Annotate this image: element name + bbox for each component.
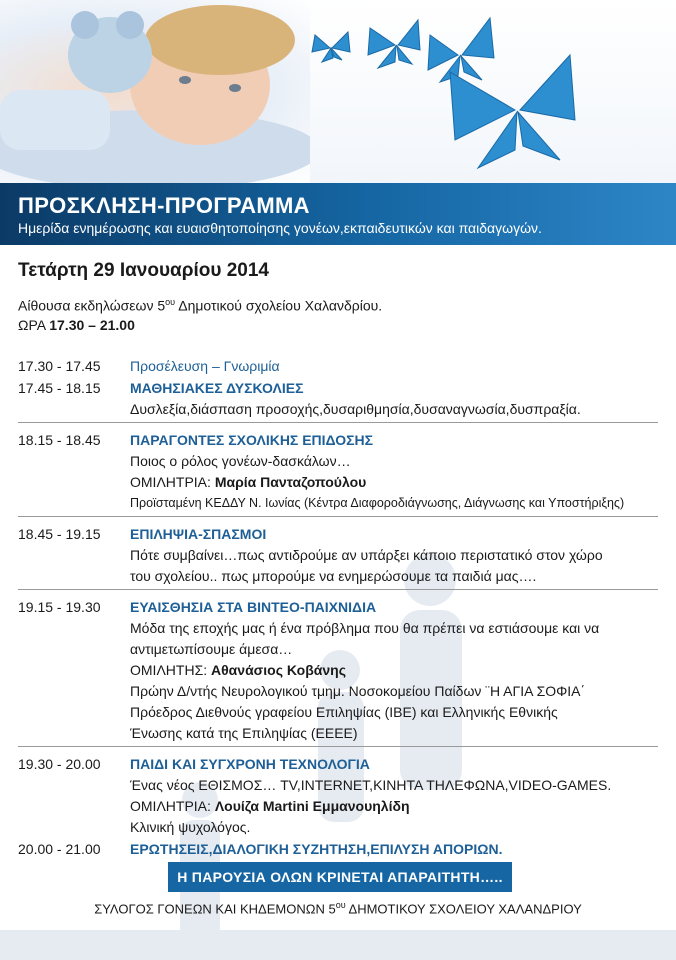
time-label: ΩΡΑ [18, 316, 50, 333]
schedule-time: 18.15 - 18.45 [18, 432, 101, 448]
speaker-label: ΟΜΙΛΗΤΡΙΑ: [130, 798, 215, 814]
speaker-label: ΟΜΙΛΗΤΗΣ: [130, 662, 211, 678]
schedule-heading: ΕΥΑΙΣΘΗΣΙΑ ΣΤΑ ΒΙΝΤΕΟ-ΠΑΙΧΝΙΔΙΑ [130, 599, 377, 615]
speaker-label: ΟΜΙΛΗΤΡΙΑ: [130, 474, 215, 490]
schedule-time: 18.45 - 19.15 [18, 526, 101, 542]
schedule-heading: ΕΡΩΤΗΣΕΙΣ,ΔΙΑΛΟΓΙΚΗ ΣΥΖΗΤΗΣΗ,ΕΠΙΛΥΣΗ ΑΠΟΡΙΩΝ. [130, 841, 503, 857]
schedule-row [18, 523, 658, 590]
schedule-heading: ΕΠΙΛΗΨΙΑ-ΣΠΑΣΜΟΙ [130, 526, 267, 542]
schedule-line: Πρώην Δ/ντής Νευρολογικού τμημ. Νοσοκομείου Παίδων ¨Η ΑΓΙΑ ΣΟΦΙΑ΄ [130, 683, 586, 699]
schedule-line: Ένωσης κατά της Επιληψίας (ΕΕΕΕ) [130, 725, 358, 741]
schedule [18, 355, 658, 860]
schedule-row [18, 596, 658, 747]
venue-suffix: Δημοτικού σχολείου Χαλανδρίου. [175, 297, 383, 314]
schedule-line: του σχολείου.. πως μπορούμε να ενημερώσουμε τα παιδιά μας…. [130, 568, 537, 584]
schedule-time: 20.00 - 21.00 [18, 841, 101, 857]
organizer-footer [0, 900, 676, 916]
schedule-time: 19.30 - 20.00 [18, 756, 101, 772]
schedule-line: Δυσλεξία,διάσπαση προσοχής,δυσαριθμησία,δυσαναγνωσία,δυσπραξία. [130, 401, 581, 417]
speaker-name: Μαρία Πανταζοπούλου [214, 474, 367, 490]
schedule-time: 17.45 - 18.15 [18, 380, 101, 396]
schedule-line: Ένας νέος ΕΘΙΣΜΟΣ… TV,INTERNET,ΚΙΝΗΤΑ ΤΗΛΕΦΩΝΑ,VIDEO-GAMES. [130, 777, 612, 793]
butterflies-icon [0, 0, 676, 183]
venue-sup: ου [165, 297, 176, 307]
schedule-row [18, 377, 658, 423]
schedule-heading: Προσέλευση – Γνωριμία [130, 358, 280, 374]
schedule-time: 17.30 - 17.45 [18, 358, 101, 374]
schedule-line: Ποιος ο ρόλος γονέων-δασκάλων… [130, 453, 351, 469]
time-value: 17.30 – 21.00 [49, 316, 135, 333]
footer-suffix: ΔΗΜΟΤΙΚΟΥ ΣΧΟΛΕΙΟΥ ΧΑΛΑΝΔΡΙΟΥ [345, 901, 582, 917]
schedule-heading: ΠΑΙΔΙ ΚΑΙ ΣΥΓΧΡΟΝΗ ΤΕΧΝΟΛΟΓΙΑ [130, 756, 370, 772]
schedule-row [18, 753, 658, 838]
footer-sup: ου [335, 900, 346, 910]
footer-prefix: ΣΥΛΟΓΟΣ ΓΟΝΕΩΝ ΚΑΙ ΚΗΔΕΜΟΝΩΝ 5 [94, 901, 336, 917]
schedule-heading: ΜΑΘΗΣΙΑΚΕΣ ΔΥΣΚΟΛΙΕΣ [130, 380, 304, 396]
speaker-name: Αθανάσιος Κοβάνης [211, 662, 346, 678]
schedule-heading: ΠΑΡΑΓΟΝΤΕΣ ΣΧΟΛΙΚΗΣ ΕΠΙΔΟΣΗΣ [130, 432, 374, 448]
schedule-line: Μόδα της εποχής μας ή ένα πρόβλημα που θα πρέπει να εστιάσουμε και να [130, 620, 600, 636]
schedule-line: Κλινική ψυχολόγος. [130, 819, 251, 835]
title-band [0, 183, 676, 245]
schedule-row [18, 355, 658, 377]
schedule-line: Προϊσταμένη ΚΕΔΔΥ Ν. Ιωνίας (Κέντρα Διαφοροδιάγνωσης, Διάγνωσης και Υποστήριξης) [130, 496, 625, 510]
schedule-line: αντιμετωπίσουμε άμεσα… [130, 641, 293, 657]
page-subtitle: Ημερίδα ενημέρωσης και ευαισθητοποίησης γονέων,εκπαιδευτικών και παιδαγωγών. [18, 220, 542, 236]
hero-image [0, 0, 676, 183]
event-date: Τετάρτη 29 Ιανουαρίου 2014 [18, 260, 269, 281]
attendance-banner: Η ΠΑΡΟΥΣΙΑ ΟΛΩΝ ΚΡΙΝΕΤΑΙ ΑΠΑΡΑΙΤΗΤΗ….. [168, 862, 512, 892]
venue-prefix: Αίθουσα εκδηλώσεων 5 [18, 297, 166, 314]
page-title: ΠΡΟΣΚΛΗΣΗ-ΠΡΟΓΡΑΜΜΑ [18, 193, 310, 218]
schedule-row [18, 838, 658, 860]
schedule-line: Πρόεδρος Διεθνούς γραφείου Επιληψίας (IBE) και Ελληνικής Εθνικής [130, 704, 558, 720]
speaker-name: Λουίζα Martini Εμμανουηλίδη [214, 798, 410, 814]
schedule-line: Πότε συμβαίνει…πως αντιδρούμε αν υπάρξει κάποιο περιστατικό στον χώρο [130, 547, 603, 563]
event-venue [18, 293, 382, 335]
schedule-row [18, 429, 658, 517]
schedule-time: 19.15 - 19.30 [18, 599, 101, 615]
